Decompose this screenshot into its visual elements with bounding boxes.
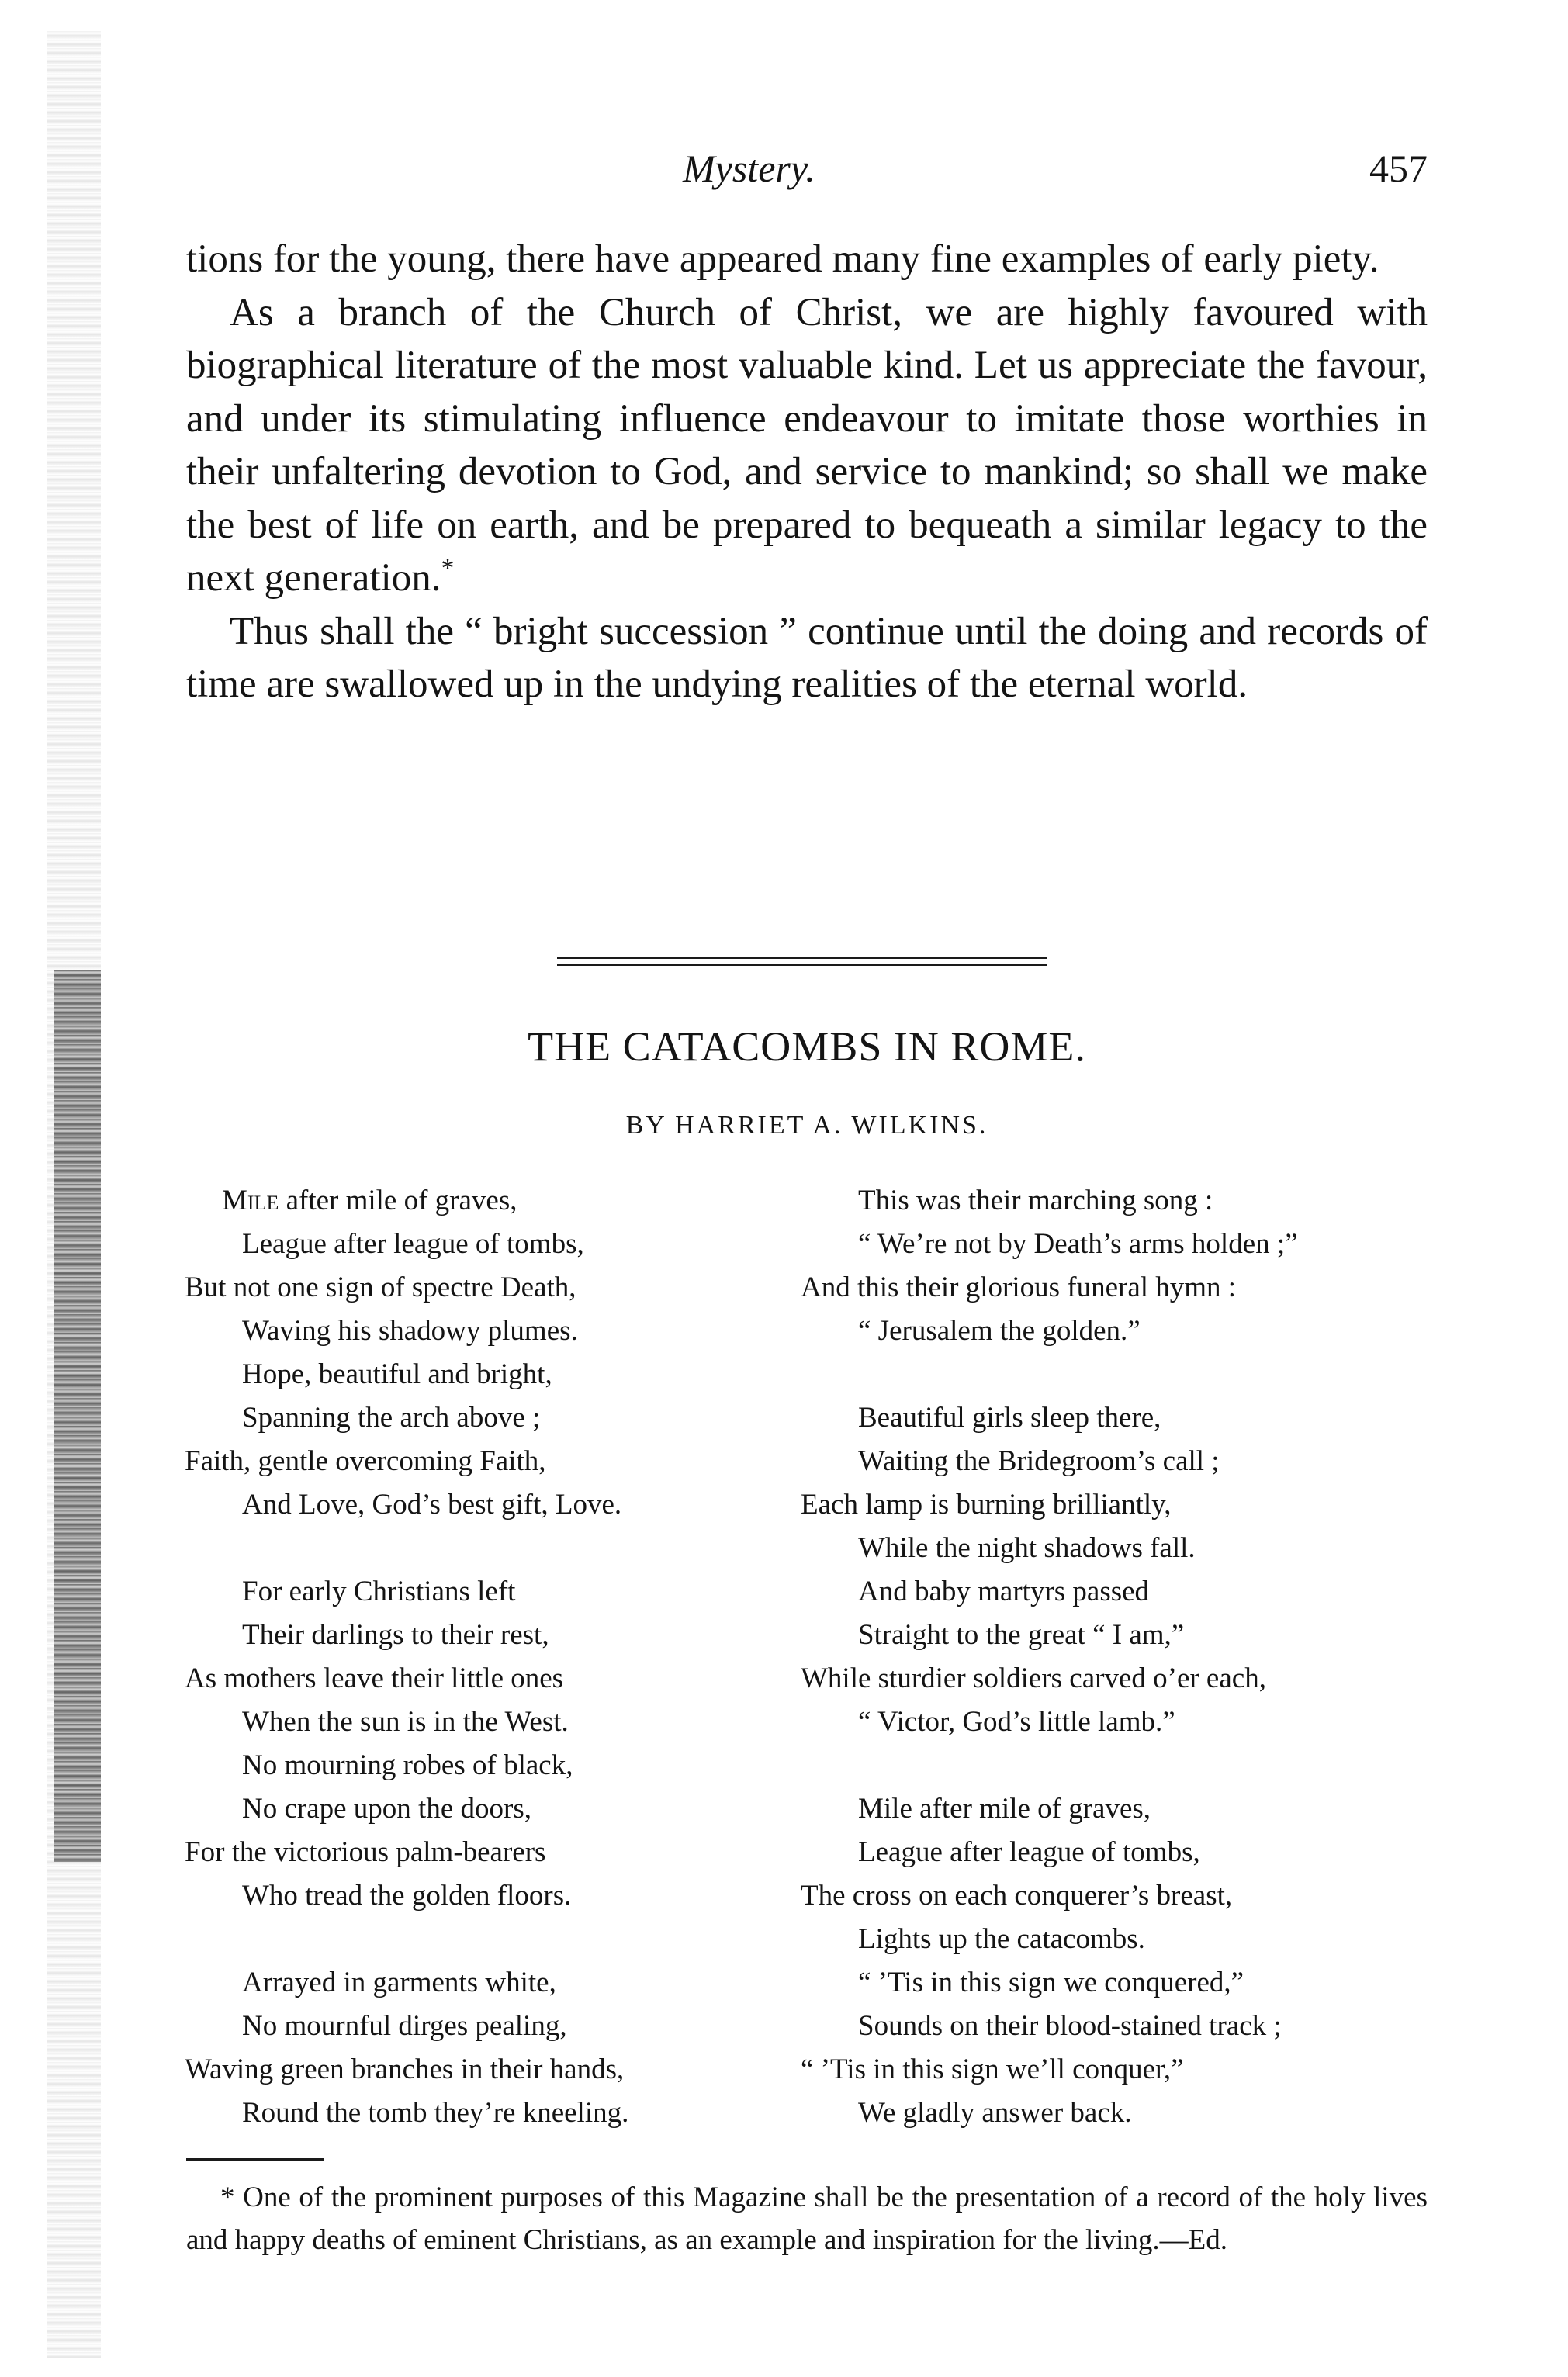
poem-line: Waiting the Bridegroom’s call ;: [858, 1445, 1220, 1477]
poem-title: THE CATACOMBS IN ROME.: [528, 1023, 1086, 1070]
poem-stanza: [801, 1396, 1468, 1744]
poem-line: For the victorious palm-bearers: [185, 1836, 546, 1868]
poem-line: “ ’Tis in this sign we’ll conquer,”: [801, 2053, 1184, 2085]
poem-stanza: [801, 1179, 1468, 1353]
poem-first-word: Mile: [222, 1185, 279, 1216]
poem-line: Faith, gentle overcoming Faith,: [185, 1445, 546, 1477]
poem-line: And Love, God’s best gift, Love.: [242, 1489, 622, 1521]
poem-line: The cross on each conquerer’s breast,: [801, 1880, 1233, 1912]
paragraph-3: Thus shall the “ bright succession ” continue until the doing and records of time are swallowed up in the undying realities of the eternal world.: [186, 609, 1428, 706]
poem-line: “ We’re not by Death’s arms holden ;”: [858, 1228, 1298, 1260]
poem-right-column: [801, 1179, 1468, 2178]
page-number: 457: [1369, 147, 1428, 190]
poem-line: Each lamp is burning brilliantly,: [801, 1489, 1172, 1521]
poem-line: While the night shadows fall.: [858, 1532, 1196, 1564]
section-divider: [557, 957, 1047, 966]
poem-line: While sturdier soldiers carved o’er each,: [801, 1663, 1266, 1694]
poem-line: When the sun is in the West.: [242, 1706, 569, 1738]
poem-line: Round the tomb they’re kneeling.: [242, 2097, 629, 2129]
footnote-rule: [186, 2158, 324, 2161]
scan-gutter-shadow: [54, 970, 101, 1862]
poem-stanza: [801, 1787, 1468, 2135]
footnote: [186, 2176, 1428, 2261]
poem-line: No mourning robes of black,: [242, 1749, 573, 1781]
poem-line: No crape upon the doors,: [242, 1793, 531, 1825]
poem-author: BY HARRIET A. WILKINS.: [625, 1111, 988, 1140]
poem-stanza: [185, 1961, 790, 2135]
poem-line: And baby martyrs passed: [858, 1576, 1150, 1607]
footnote-text: * One of the prominent purposes of this Magazine shall be the presentation of a record of the holy lives and happy deaths of eminent Christians, as an example and inspiration for the living.—Ed.: [186, 2182, 1428, 2256]
poem-line: As mothers leave their little ones: [185, 1663, 564, 1694]
poem-line: Who tread the golden floors.: [242, 1880, 572, 1912]
paragraph-2: [186, 286, 1428, 605]
running-head: Mystery.: [683, 147, 815, 190]
poem-line: No mournful dirges pealing,: [242, 2010, 567, 2042]
poem-line: We gladly answer back.: [858, 2097, 1132, 2129]
poem-line: This was their marching song :: [858, 1185, 1213, 1216]
poem-line: Mile after mile of graves,: [222, 1185, 517, 1216]
page-header: [186, 146, 1428, 200]
poem-line: Spanning the arch above ;: [242, 1402, 541, 1434]
poem-line: “ ’Tis in this sign we conquered,”: [858, 1967, 1244, 1998]
poem-line: Mile after mile of graves,: [858, 1793, 1151, 1825]
poem-line: Waving green branches in their hands,: [185, 2053, 625, 2085]
poem-line: Straight to the great “ I am,”: [858, 1619, 1185, 1651]
poem-left-column: [185, 1179, 790, 2178]
paragraph-2-text: As a branch of the Church of Christ, we are highly favoured with biographical literature of the most valuable kind. Let us appreciate the favour, and under its stimulating influence endeavour to imitate those worthies in their unfaltering devotion to God, and service to mankind; so shall we make the best of life on earth, and be prepared to bequeath a similar legacy to the next generation.: [186, 290, 1428, 600]
poem-line: But not one sign of spectre Death,: [185, 1272, 576, 1303]
poem-line: Arrayed in garments white,: [242, 1967, 556, 1998]
poem-line: For early Christians left: [242, 1576, 516, 1607]
poem-stanza: [185, 1179, 790, 1527]
footnote-reference: *: [441, 554, 455, 583]
paragraph-1: tions for the young, there have appeared many fine examples of early piety.: [186, 237, 1379, 281]
poem-line: Lights up the catacombs.: [858, 1923, 1145, 1955]
poem-line: Beautiful girls sleep there,: [858, 1402, 1161, 1434]
poem-line: League after league of tombs,: [242, 1228, 584, 1260]
poem-line: Hope, beautiful and bright,: [242, 1358, 552, 1390]
poem-line: Sounds on their blood-stained track ;: [858, 2010, 1282, 2042]
poem-line: “ Jerusalem the golden.”: [858, 1315, 1141, 1347]
poem-line: Their darlings to their rest,: [242, 1619, 549, 1651]
poem-line: League after league of tombs,: [858, 1836, 1200, 1868]
poem-line: Waving his shadowy plumes.: [242, 1315, 578, 1347]
poem-line: And this their glorious funeral hymn :: [801, 1272, 1237, 1303]
article-body: [186, 233, 1428, 711]
poem-stanza: [185, 1570, 790, 1918]
poem-line: “ Victor, God’s little lamb.”: [858, 1706, 1175, 1738]
